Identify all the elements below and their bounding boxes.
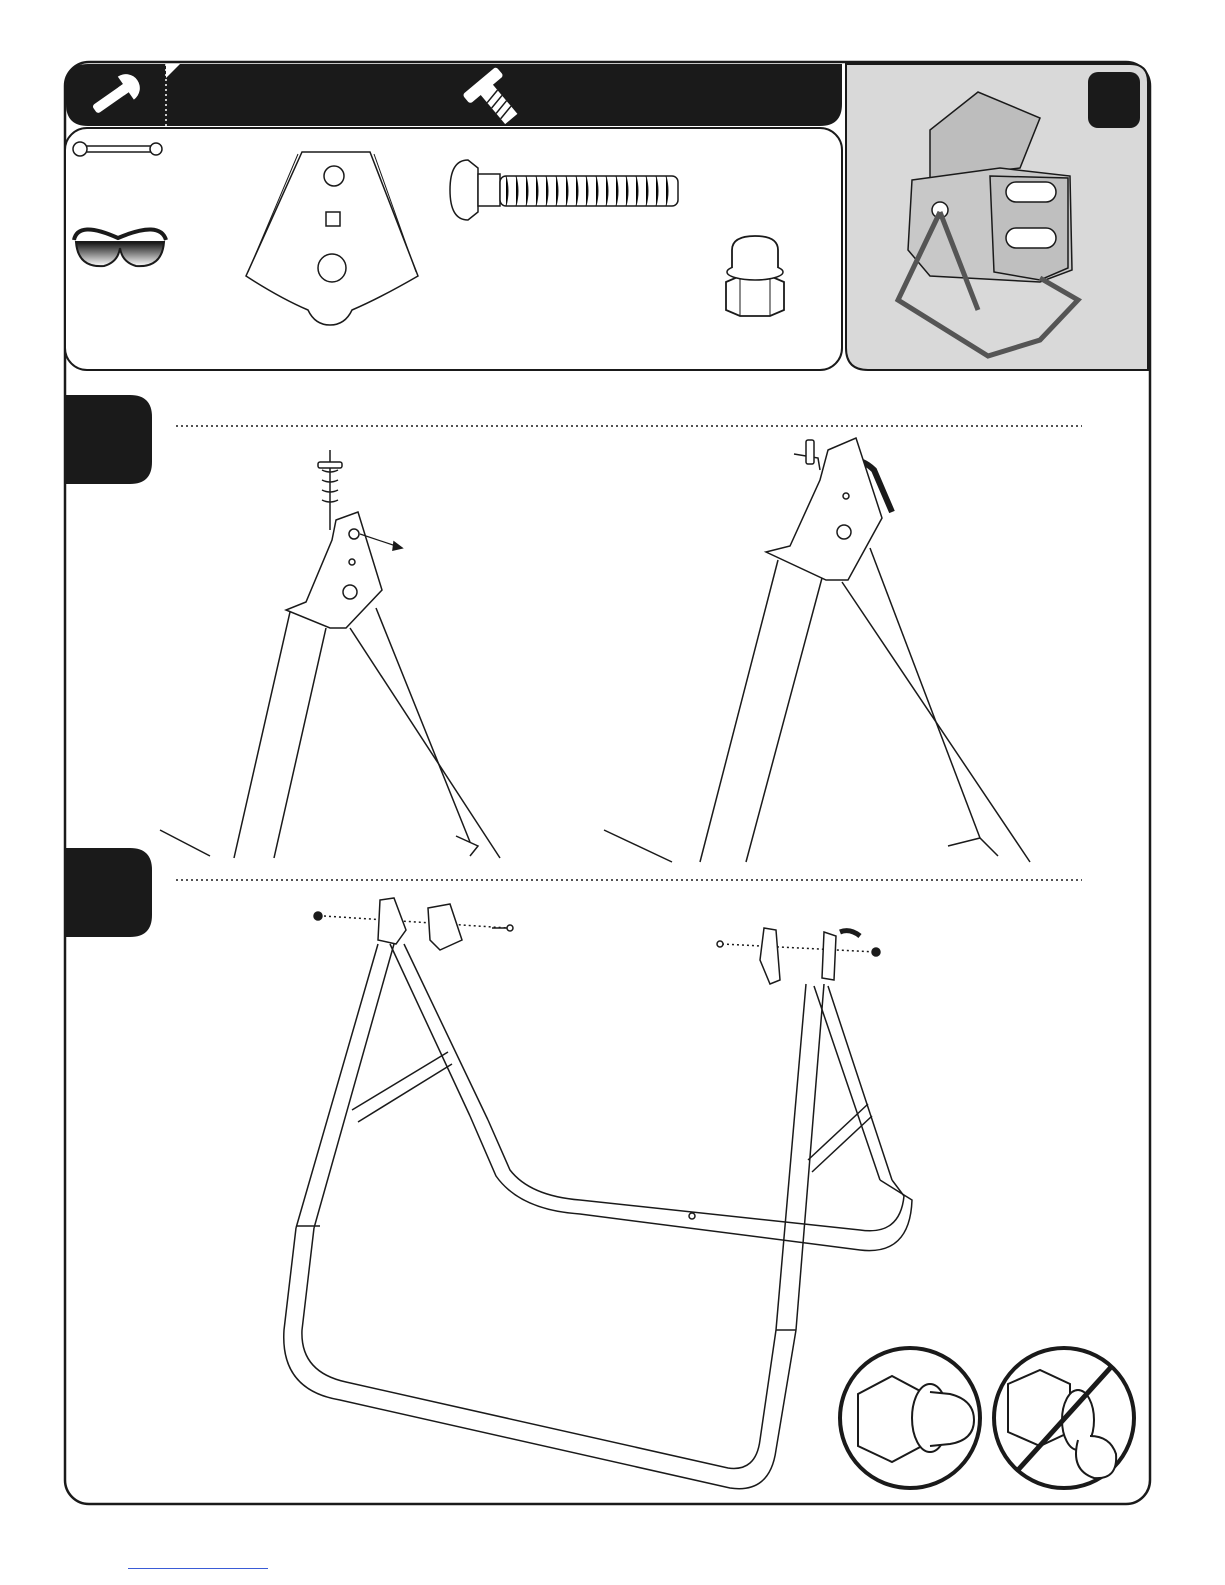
step-1-badge (65, 395, 152, 484)
preview-step-badge (1088, 72, 1140, 128)
correct-nut-orientation-icon (840, 1348, 980, 1488)
incorrect-nut-orientation-icon (994, 1348, 1134, 1488)
step-2-badge (65, 848, 152, 937)
acorn-nut-icon (726, 236, 784, 316)
footer-link-underline[interactable] (128, 1568, 268, 1569)
parts-panel (65, 128, 842, 370)
header-bar (66, 64, 842, 126)
